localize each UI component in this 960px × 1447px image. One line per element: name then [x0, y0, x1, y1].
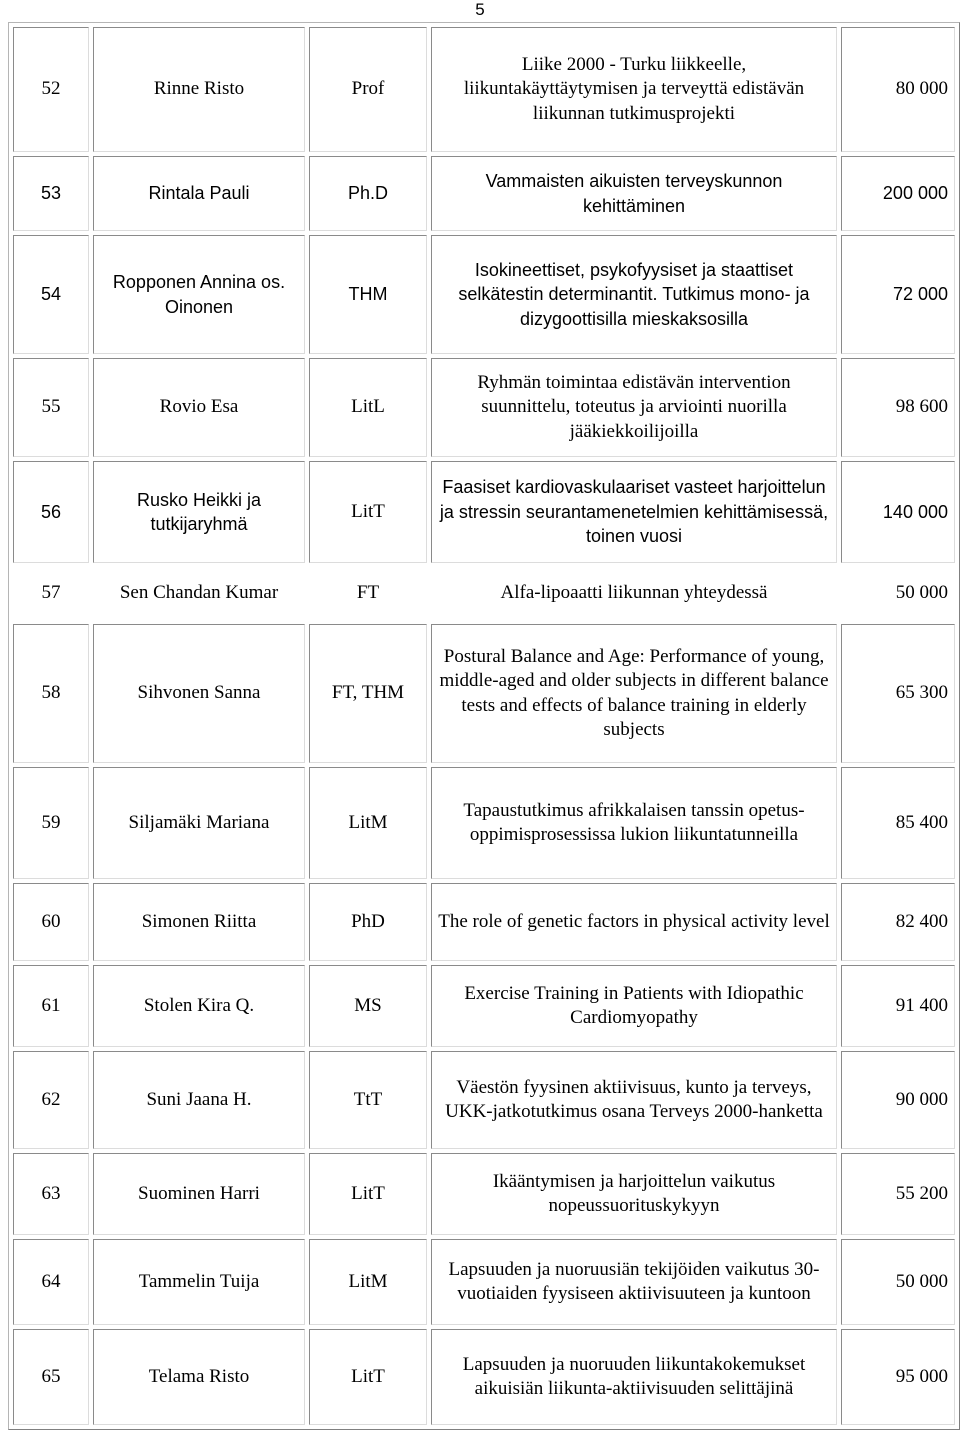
row-number: 64: [13, 1239, 89, 1325]
table-row: [13, 1239, 955, 1325]
researcher-name: Sen Chandan Kumar: [93, 567, 305, 620]
table-row: [13, 1051, 955, 1149]
grant-amount: 50 000: [841, 567, 955, 620]
researcher-name: Telama Risto: [93, 1329, 305, 1425]
table-row: [13, 1329, 955, 1425]
grant-amount: 82 400: [841, 883, 955, 961]
project-title: Liike 2000 - Turku liikkeelle, liikuntakäyttäytymisen ja terveyttä edistävän liikunnan tutkimusprojekti: [431, 27, 837, 152]
researcher-name: Siljamäki Mariana: [93, 767, 305, 879]
row-number: 52: [13, 27, 89, 152]
row-number: 58: [13, 624, 89, 763]
grant-amount: 200 000: [841, 156, 955, 231]
table-row: [13, 567, 955, 620]
grant-amount: 85 400: [841, 767, 955, 879]
project-title: Ryhmän toimintaa edistävän intervention suunnittelu, toteutus ja arviointi nuorilla jääkiekkoilijoilla: [431, 358, 837, 457]
table-row: [13, 965, 955, 1047]
degree: LitL: [309, 358, 427, 457]
grant-amount: 65 300: [841, 624, 955, 763]
row-number: 63: [13, 1153, 89, 1235]
researcher-name: Stolen Kira Q.: [93, 965, 305, 1047]
grant-amount: 140 000: [841, 461, 955, 563]
researcher-name: Ropponen Annina os. Oinonen: [93, 235, 305, 354]
table-row: [13, 358, 955, 457]
degree: LitT: [309, 1153, 427, 1235]
grant-amount: 50 000: [841, 1239, 955, 1325]
degree: LitT: [309, 1329, 427, 1425]
table-row: [13, 883, 955, 961]
row-number: 56: [13, 461, 89, 563]
project-title: Exercise Training in Patients with Idiopathic Cardiomyopathy: [431, 965, 837, 1047]
project-title: Alfa-lipoaatti liikunnan yhteydessä: [431, 567, 837, 620]
grant-amount: 98 600: [841, 358, 955, 457]
grant-amount: 55 200: [841, 1153, 955, 1235]
page-number: 5: [475, 0, 485, 19]
degree: FT: [309, 567, 427, 620]
degree: LitM: [309, 767, 427, 879]
table-row: [13, 624, 955, 763]
researcher-name: Simonen Riitta: [93, 883, 305, 961]
project-title: Tapaustutkimus afrikkalaisen tanssin opetus-oppimisprosessissa lukion liikuntatunneilla: [431, 767, 837, 879]
row-number: 60: [13, 883, 89, 961]
degree: PhD: [309, 883, 427, 961]
degree: LitT: [309, 461, 427, 563]
degree: MS: [309, 965, 427, 1047]
row-number: 61: [13, 965, 89, 1047]
degree: FT, THM: [309, 624, 427, 763]
project-title: Väestön fyysinen aktiivisuus, kunto ja terveys, UKK-jatkotutkimus osana Terveys 2000-hanketta: [431, 1051, 837, 1149]
table-row: [13, 27, 955, 152]
table-row: [13, 461, 955, 563]
degree: THM: [309, 235, 427, 354]
project-title: Lapsuuden ja nuoruuden liikuntakokemukset aikuisiän liikunta-aktiivisuuden selittäjinä: [431, 1329, 837, 1425]
project-title: Faasiset kardiovaskulaariset vasteet harjoittelun ja stressin seurantamenetelmien kehittämisessä, toinen vuosi: [431, 461, 837, 563]
project-title: Postural Balance and Age: Performance of young, middle-aged and older subjects in different balance tests and effects of balance training in elderly subjects: [431, 624, 837, 763]
row-number: 53: [13, 156, 89, 231]
project-title: Ikääntymisen ja harjoittelun vaikutus nopeussuorituskykyyn: [431, 1153, 837, 1235]
project-title: Isokineettiset, psykofyysiset ja staattiset selkätestin determinantit. Tutkimus mono- ja dizygoottisilla mieskaksosilla: [431, 235, 837, 354]
researcher-name: Suni Jaana H.: [93, 1051, 305, 1149]
row-number: 59: [13, 767, 89, 879]
table-row: [13, 156, 955, 231]
row-number: 54: [13, 235, 89, 354]
grant-amount: 95 000: [841, 1329, 955, 1425]
project-title: Vammaisten aikuisten terveyskunnon kehittäminen: [431, 156, 837, 231]
row-number: 62: [13, 1051, 89, 1149]
degree: Ph.D: [309, 156, 427, 231]
researcher-name: Rusko Heikki ja tutkijaryhmä: [93, 461, 305, 563]
degree: LitM: [309, 1239, 427, 1325]
degree: Prof: [309, 27, 427, 152]
table-row: [13, 1153, 955, 1235]
researcher-name: Rintala Pauli: [93, 156, 305, 231]
grant-table-body: [13, 27, 955, 1425]
researcher-name: Rinne Risto: [93, 27, 305, 152]
researcher-name: Tammelin Tuija: [93, 1239, 305, 1325]
researcher-name: Suominen Harri: [93, 1153, 305, 1235]
grant-amount: 90 000: [841, 1051, 955, 1149]
grant-amount: 91 400: [841, 965, 955, 1047]
grant-table: [8, 22, 960, 1430]
researcher-name: Sihvonen Sanna: [93, 624, 305, 763]
row-number: 55: [13, 358, 89, 457]
project-title: The role of genetic factors in physical activity level: [431, 883, 837, 961]
researcher-name: Rovio Esa: [93, 358, 305, 457]
table-row: [13, 767, 955, 879]
row-number: 65: [13, 1329, 89, 1425]
degree: TtT: [309, 1051, 427, 1149]
grant-amount: 80 000: [841, 27, 955, 152]
row-number: 57: [13, 567, 89, 620]
grant-amount: 72 000: [841, 235, 955, 354]
table-row: [13, 235, 955, 354]
project-title: Lapsuuden ja nuoruusiän tekijöiden vaikutus 30-vuotiaiden fyysiseen aktiivisuuteen ja kuntoon: [431, 1239, 837, 1325]
